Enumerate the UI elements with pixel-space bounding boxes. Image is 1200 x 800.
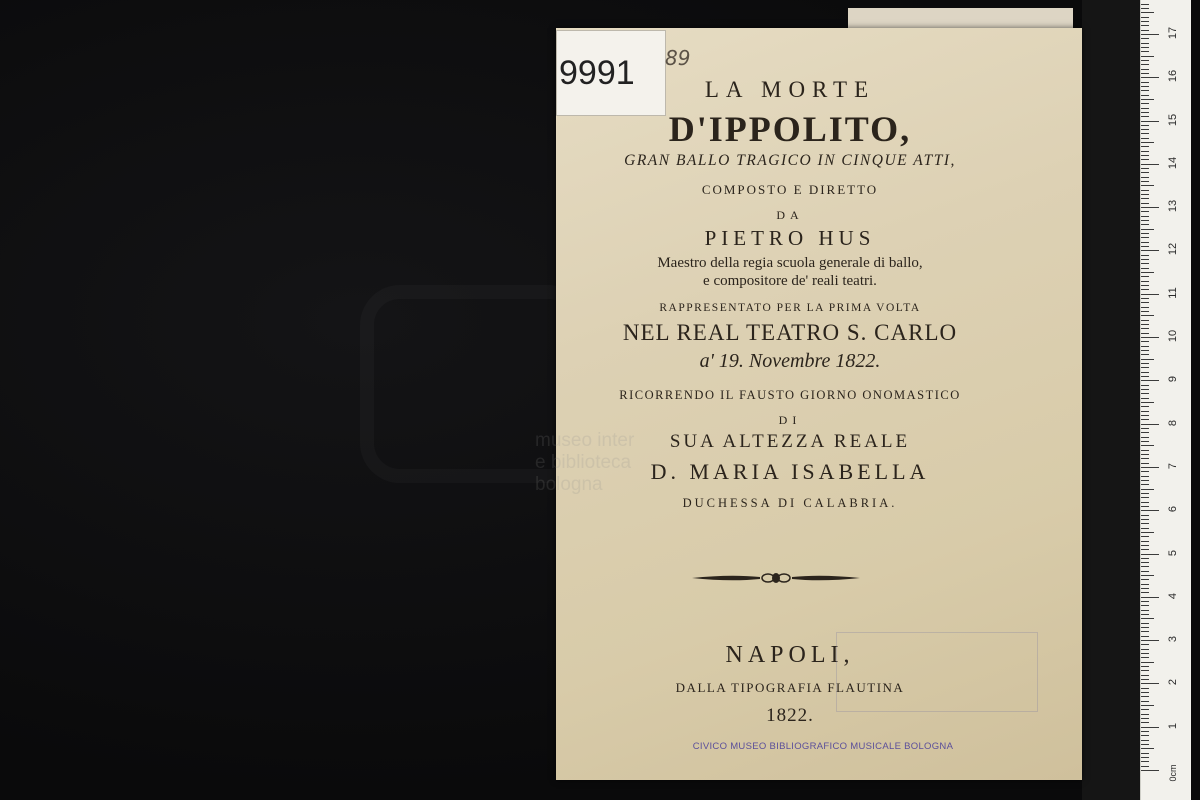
ruler-tick	[1141, 714, 1149, 715]
author-desc-2: e compositore de' reali teatri.	[703, 273, 877, 289]
premiere-line: RAPPRESENTATO PER LA PRIMA VOLTA	[659, 302, 921, 314]
ruler-tick	[1141, 64, 1149, 65]
ruler-tick	[1141, 471, 1149, 472]
ruler-number: 7	[1167, 462, 1179, 469]
ruler-tick	[1141, 735, 1149, 736]
ruler-tick	[1141, 523, 1149, 524]
dedicatee-name: D. MARIA ISABELLA	[650, 459, 930, 484]
ruler-tick	[1141, 536, 1149, 537]
ruler-tick	[1141, 510, 1159, 511]
ruler-tick	[1141, 242, 1149, 243]
ruler-tick	[1141, 549, 1149, 550]
ruler-tick	[1141, 181, 1149, 182]
ruler-tick	[1141, 51, 1149, 52]
watermark-line: e biblioteca	[535, 452, 632, 473]
ruler-tick	[1141, 402, 1154, 403]
ruler-tick	[1141, 493, 1149, 494]
ruler-tick	[1141, 679, 1149, 680]
ruler-number: 12	[1167, 243, 1179, 256]
ruler-tick	[1141, 103, 1149, 104]
ruler-tick	[1141, 263, 1149, 264]
ruler-tick	[1141, 432, 1149, 433]
ruler-tick	[1141, 683, 1159, 684]
ruler-tick	[1141, 177, 1149, 178]
ruler-tick	[1141, 740, 1149, 741]
ruler-number: 9	[1167, 376, 1179, 383]
ruler-tick	[1141, 757, 1149, 758]
ruler-tick	[1141, 194, 1149, 195]
author-desc-1: Maestro della regia scuola generale di ballo,	[657, 255, 923, 271]
ruler-tick	[1141, 575, 1154, 576]
ruler-tick	[1141, 164, 1159, 165]
ruler-tick	[1141, 129, 1149, 130]
ruler-tick	[1141, 636, 1149, 637]
ornament-divider-icon	[690, 570, 862, 586]
ruler-number: 16	[1167, 70, 1179, 83]
shelf-number-sticker	[556, 30, 666, 116]
ruler-tick	[1141, 437, 1149, 438]
ruler-tick	[1141, 541, 1149, 542]
ruler-tick	[1141, 428, 1149, 429]
ruler-tick	[1141, 268, 1149, 269]
ruler-tick	[1141, 562, 1149, 563]
faded-stamp-box	[836, 632, 1038, 712]
author-name: PIETRO HUS	[704, 226, 876, 250]
theatre-line: NEL REAL TEATRO S. CARLO	[622, 320, 958, 345]
ruler-tick	[1141, 276, 1149, 277]
ruler-tick	[1141, 727, 1159, 728]
ruler-number: 3	[1167, 636, 1179, 643]
ruler-tick	[1141, 649, 1149, 650]
library-stamp: CIVICO MUSEO BIBLIOGRAFICO MUSICALE BOLOGNA	[692, 741, 954, 752]
ruler-tick	[1141, 441, 1149, 442]
ruler-tick	[1141, 489, 1154, 490]
ruler-unit-label: 0cm	[1168, 764, 1178, 782]
ruler-tick	[1141, 168, 1149, 169]
ruler-tick	[1141, 692, 1149, 693]
ruler-tick	[1141, 579, 1149, 580]
ruler-tick	[1141, 69, 1149, 70]
genre-line: GRAN BALLO TRAGICO IN CINQUE ATTI,	[624, 152, 956, 169]
ruler-tick	[1141, 30, 1149, 31]
ruler-tick	[1141, 328, 1149, 329]
ruler-tick	[1141, 545, 1149, 546]
da-line: DA	[776, 208, 804, 222]
ruler-tick	[1141, 77, 1159, 78]
ruler-tick	[1141, 294, 1159, 295]
ruler-tick	[1141, 411, 1149, 412]
ruler-tick	[1141, 346, 1149, 347]
ruler-tick	[1141, 688, 1149, 689]
ruler-number: 17	[1167, 26, 1179, 40]
ruler-number: 1	[1167, 722, 1179, 729]
watermark-line: bologna	[535, 474, 603, 495]
composto-line: COMPOSTO E DIRETTO	[701, 182, 879, 197]
ruler-tick	[1141, 766, 1149, 767]
ruler-tick	[1141, 337, 1159, 338]
ruler-tick	[1141, 159, 1149, 160]
ruler-tick	[1141, 610, 1149, 611]
ruler-number: 13	[1167, 199, 1179, 213]
ruler-tick	[1141, 415, 1149, 416]
ruler-tick	[1141, 151, 1149, 152]
ruler-tick	[1141, 722, 1149, 723]
imprint-printer: DALLA TIPOGRAFIA FLAUTINA	[675, 680, 905, 695]
ruler-tick	[1141, 458, 1149, 459]
ruler-tick	[1141, 718, 1149, 719]
ruler-tick	[1141, 307, 1149, 308]
ruler-tick	[1141, 597, 1159, 598]
ruler-tick	[1141, 8, 1149, 9]
royal-title-line: SUA ALTEZZA REALE	[669, 431, 911, 452]
ruler-tick	[1141, 99, 1154, 100]
ruler-tick	[1141, 463, 1149, 464]
ruler-tick	[1141, 644, 1149, 645]
ruler-tick	[1141, 155, 1149, 156]
ruler-tick	[1141, 315, 1154, 316]
ruler-tick	[1141, 454, 1149, 455]
ruler-number: 14	[1167, 156, 1179, 169]
ruler-tick	[1141, 142, 1154, 143]
ruler-tick	[1141, 480, 1149, 481]
ruler-tick	[1141, 605, 1149, 606]
ruler-tick	[1141, 185, 1154, 186]
ruler-tick	[1141, 566, 1149, 567]
ruler-tick	[1141, 47, 1149, 48]
ruler-tick	[1141, 302, 1149, 303]
ruler-tick	[1141, 670, 1149, 671]
ruler-tick	[1141, 502, 1149, 503]
ruler-tick	[1141, 627, 1149, 628]
ruler-number: 15	[1167, 113, 1179, 126]
ruler-number: 10	[1167, 329, 1179, 343]
ruler-tick	[1141, 380, 1159, 381]
ruler-tick	[1141, 17, 1149, 18]
ruler-tick	[1141, 372, 1149, 373]
ruler-tick	[1141, 324, 1149, 325]
ruler-tick	[1141, 198, 1149, 199]
ruler-number: 11	[1167, 286, 1179, 299]
ruler-tick	[1141, 56, 1154, 57]
ruler-tick	[1141, 761, 1149, 762]
ruler-tick	[1141, 484, 1149, 485]
ruler-tick	[1141, 497, 1149, 498]
ruler-tick	[1141, 341, 1149, 342]
ruler-tick	[1141, 623, 1149, 624]
ruler-tick	[1141, 528, 1149, 529]
ruler-tick	[1141, 233, 1149, 234]
ruler-tick	[1141, 259, 1149, 260]
ruler-tick	[1141, 601, 1149, 602]
ruler-tick	[1141, 588, 1149, 589]
ruler-tick	[1141, 21, 1149, 22]
ruler-tick	[1141, 631, 1149, 632]
ruler-tick	[1141, 298, 1149, 299]
ruler-tick	[1141, 95, 1149, 96]
ruler-tick	[1141, 112, 1149, 113]
dedicatee-title: DUCHESSA DI CALABRIA.	[682, 496, 898, 510]
ruler-tick	[1141, 363, 1149, 364]
ruler-tick	[1141, 376, 1149, 377]
ruler-tick	[1141, 255, 1149, 256]
ruler-tick	[1141, 311, 1149, 312]
ruler-tick	[1141, 60, 1149, 61]
date-line: a' 19. Novembre 1822.	[699, 350, 881, 372]
ruler-tick	[1141, 229, 1154, 230]
ruler-tick	[1141, 770, 1159, 771]
ruler-tick	[1141, 4, 1149, 5]
ruler-number: 8	[1167, 419, 1179, 426]
ruler-tick	[1141, 172, 1149, 173]
ruler-tick	[1141, 289, 1149, 290]
ruler-tick	[1141, 709, 1149, 710]
measuring-ruler	[1140, 0, 1191, 800]
ruler-tick	[1141, 224, 1149, 225]
di-line: DI	[778, 413, 802, 427]
occasion-line: RICORRENDO IL FAUSTO GIORNO ONOMASTICO	[619, 388, 961, 402]
ruler-tick	[1141, 246, 1149, 247]
ruler-tick	[1141, 744, 1149, 745]
ruler-tick	[1141, 90, 1149, 91]
ruler-tick	[1141, 748, 1154, 749]
ruler-tick	[1141, 666, 1149, 667]
ruler-tick	[1141, 146, 1149, 147]
ruler-tick	[1141, 237, 1149, 238]
ruler-tick	[1141, 424, 1159, 425]
ruler-tick	[1141, 506, 1149, 507]
ruler-tick	[1141, 190, 1149, 191]
watermark-line: museo inter	[535, 430, 635, 451]
ruler-tick	[1141, 515, 1149, 516]
ruler-tick	[1141, 393, 1149, 394]
ruler-tick	[1141, 614, 1149, 615]
ruler-tick	[1141, 519, 1149, 520]
ruler-tick	[1141, 558, 1149, 559]
ruler-tick	[1141, 73, 1149, 74]
ruler-tick	[1141, 389, 1149, 390]
ruler-tick	[1141, 584, 1149, 585]
ruler-tick	[1141, 359, 1154, 360]
ruler-tick	[1141, 653, 1149, 654]
ruler-tick	[1141, 25, 1149, 26]
title-line-morte: LA MORTE	[704, 77, 876, 102]
ruler-tick	[1141, 116, 1149, 117]
watermark-text	[535, 430, 634, 496]
ruler-tick	[1141, 467, 1159, 468]
ruler-tick	[1141, 133, 1149, 134]
ruler-tick	[1141, 207, 1159, 208]
ruler-tick	[1141, 43, 1149, 44]
ruler-tick	[1141, 385, 1149, 386]
ruler-tick	[1141, 86, 1149, 87]
ruler-tick	[1141, 354, 1149, 355]
ruler-tick	[1141, 125, 1149, 126]
ruler-tick	[1141, 320, 1149, 321]
right-edge-shadow	[1082, 0, 1140, 800]
pencil-note: 89	[665, 46, 691, 70]
ruler-tick	[1141, 450, 1149, 451]
ruler-tick	[1141, 592, 1149, 593]
ruler-tick	[1141, 675, 1149, 676]
ruler-tick	[1141, 250, 1159, 251]
ruler-tick	[1141, 476, 1149, 477]
ruler-tick	[1141, 618, 1154, 619]
ruler-tick	[1141, 406, 1149, 407]
title-line-ippolito: D'IPPOLITO,	[668, 109, 912, 149]
ruler-tick	[1141, 34, 1159, 35]
ruler-tick	[1141, 38, 1149, 39]
ruler-tick	[1141, 350, 1149, 351]
ruler-tick	[1141, 445, 1154, 446]
ruler-tick	[1141, 398, 1149, 399]
ruler-tick	[1141, 108, 1149, 109]
ruler-tick	[1141, 12, 1154, 13]
ruler-tick	[1141, 705, 1154, 706]
ruler-tick	[1141, 333, 1149, 334]
ruler-tick	[1141, 662, 1154, 663]
ruler-tick	[1141, 281, 1149, 282]
ruler-tick	[1141, 701, 1149, 702]
imprint-city: NAPOLI,	[725, 642, 855, 668]
ruler-number: 5	[1167, 549, 1179, 556]
ruler-tick	[1141, 272, 1154, 273]
ruler-tick	[1141, 216, 1149, 217]
ruler-tick	[1141, 220, 1149, 221]
ruler-tick	[1141, 571, 1149, 572]
ruler-tick	[1141, 121, 1159, 122]
ruler-tick	[1141, 731, 1149, 732]
ruler-tick	[1141, 532, 1154, 533]
ruler-tick	[1141, 138, 1149, 139]
ruler-tick	[1141, 753, 1149, 754]
ruler-number: 4	[1167, 592, 1179, 599]
ruler-tick	[1141, 696, 1149, 697]
ruler-tick	[1141, 203, 1149, 204]
ruler-tick	[1141, 367, 1149, 368]
ruler-number: 2	[1167, 679, 1179, 686]
ruler-tick	[1141, 554, 1159, 555]
shelf-number: 9991	[559, 53, 635, 92]
ruler-tick	[1141, 640, 1159, 641]
ruler-tick	[1141, 419, 1149, 420]
ruler-tick	[1141, 82, 1149, 83]
ruler-tick	[1141, 657, 1149, 658]
ruler-number: 6	[1167, 506, 1179, 513]
imprint-year: 1822.	[766, 705, 814, 726]
ruler-tick	[1141, 285, 1149, 286]
ruler-tick	[1141, 211, 1149, 212]
